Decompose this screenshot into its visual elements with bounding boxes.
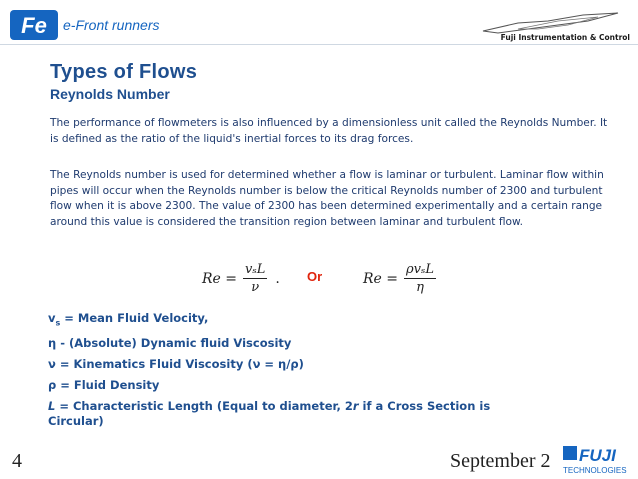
or-label: Or xyxy=(307,269,323,284)
slide-subtitle: Reynolds Number xyxy=(50,86,170,102)
formula-fraction xyxy=(404,262,436,295)
formula-numerator: ρvₛL xyxy=(406,262,435,277)
formula-denominator: η xyxy=(416,280,424,295)
definition-characteristic-length xyxy=(48,399,490,429)
symbol-L: L xyxy=(48,399,56,414)
formula-numerator: vₛL xyxy=(245,262,266,277)
definition-text: if a Cross Section is xyxy=(358,399,491,414)
fe-logo-text: e-Front runners xyxy=(63,17,160,33)
formula-period: . xyxy=(275,270,280,287)
header-divider xyxy=(0,44,638,45)
fe-logo xyxy=(10,8,180,42)
fuji-logo-text: FUJI xyxy=(579,446,616,465)
reynolds-formula-velocity xyxy=(202,262,280,295)
subscript-s: s xyxy=(55,318,61,328)
company-name: Fuji Instrumentation & Control xyxy=(500,33,630,42)
definition-density: ρ = Fluid Density xyxy=(48,378,160,393)
fuji-logo-sub: TECHNOLOGIES xyxy=(563,466,627,475)
definition-text: Circular) xyxy=(48,414,104,429)
formula-lhs: Re = xyxy=(363,270,399,287)
reynolds-formula-density xyxy=(363,262,436,295)
fe-logo-mark: Fe xyxy=(21,13,47,38)
formula-fraction xyxy=(243,262,267,295)
formula-lhs: Re = xyxy=(202,270,238,287)
symbol-v: v xyxy=(48,311,56,325)
definition-mean-velocity xyxy=(48,311,490,330)
variable-definitions xyxy=(48,311,490,429)
definition-text: = Characteristic Length (Equal to diameter, 2 xyxy=(55,399,353,414)
formula-denominator: ν xyxy=(251,280,260,295)
definition-kinematic-viscosity: ν = Kinematics Fluid Viscosity (ν = η/ρ) xyxy=(48,357,304,372)
paragraph-laminar-turbulent: The Reynolds number is used for determined whether a flow is laminar or turbulent. Laminar flow within pipes will occur when the Reynolds number is below the critical Reynolds number of 2300 and turbulent flow when it is above 2300. The value of 2300 has been determined experimentally and a certain range around this value is considered the transition region between laminar and turbulent flow. xyxy=(50,169,604,228)
symbol-r: r xyxy=(352,399,359,414)
slide-title: Types of Flows xyxy=(50,61,198,83)
paragraph-definition: The performance of flowmeters is also influenced by a dimensionless unit called the Reynolds Number. It is defined as the ratio of the liquid's inertial forces to its drag forces. xyxy=(50,117,608,145)
slide-number: 4 xyxy=(12,450,22,472)
definition-text: = Mean Fluid Velocity, xyxy=(60,311,209,325)
footer-date: September 2 xyxy=(450,450,551,472)
fuji-technologies-logo xyxy=(561,444,629,476)
definition-dynamic-viscosity: η - (Absolute) Dynamic fluid Viscosity xyxy=(48,336,292,351)
